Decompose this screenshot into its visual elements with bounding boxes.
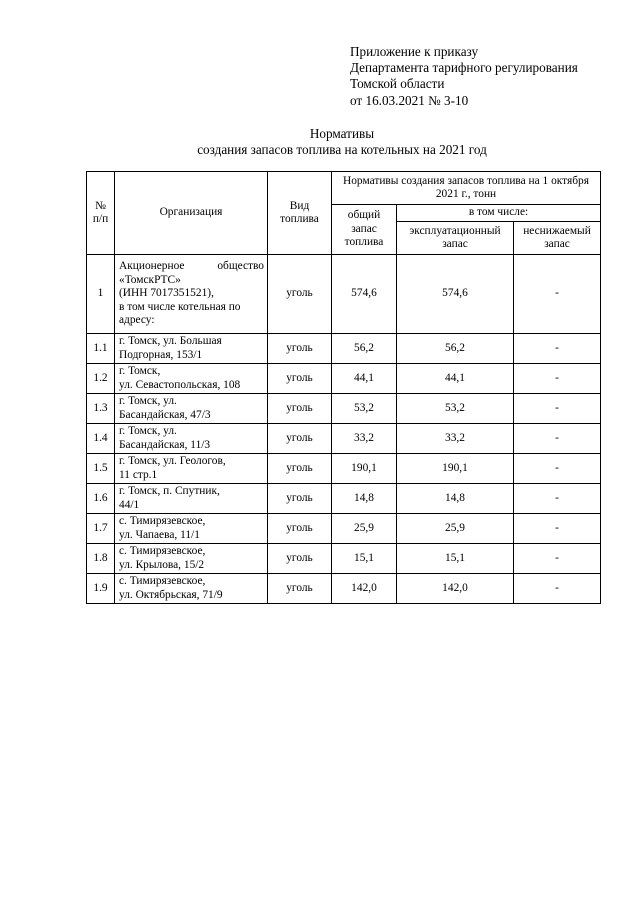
- header-norms: Нормативы создания запасов топлива на 1 октября 2021 г., тонн: [332, 172, 601, 205]
- row-total: 53,2: [332, 394, 397, 424]
- org-line: г. Томск,: [119, 365, 161, 378]
- table-row: [87, 574, 601, 604]
- table-row: [87, 454, 601, 484]
- row-fuel: уголь: [268, 484, 332, 514]
- header-organization: Организация: [115, 172, 268, 255]
- row-total: 14,8: [332, 484, 397, 514]
- row-fuel: уголь: [268, 544, 332, 574]
- appendix-line: Приложение к приказу: [350, 44, 479, 59]
- org-word: общество: [217, 260, 264, 273]
- org-line: г. Томск, ул.: [119, 425, 177, 438]
- row-organization: [115, 394, 268, 424]
- table-row: [87, 334, 601, 364]
- header-fuel-type: Вид топлива: [268, 172, 332, 255]
- org-line: г. Томск, ул. Геологов,: [119, 455, 226, 468]
- org-line: г. Томск, п. Спутник,: [119, 485, 220, 498]
- row-irreducible: -: [514, 544, 601, 574]
- org-line: [119, 260, 264, 273]
- row-fuel: уголь: [268, 394, 332, 424]
- row-num: 1.6: [87, 484, 115, 514]
- row-irreducible: -: [514, 514, 601, 544]
- title-line: Нормативы: [309, 126, 375, 141]
- appendix-line: от 16.03.2021 № 3-10: [350, 92, 469, 108]
- org-line: (ИНН 7017351521),: [119, 287, 214, 300]
- row-num: 1.1: [87, 334, 115, 364]
- row-operational: 44,1: [397, 364, 514, 394]
- row-organization: [115, 544, 268, 574]
- table-row: [87, 544, 601, 574]
- row-operational: 56,2: [397, 334, 514, 364]
- row-fuel: уголь: [268, 514, 332, 544]
- row-irreducible: -: [514, 484, 601, 514]
- row-num: 1.8: [87, 544, 115, 574]
- org-line: Басандайская, 11/3: [119, 438, 211, 451]
- row-fuel: уголь: [268, 454, 332, 484]
- row-operational: 53,2: [397, 394, 514, 424]
- row-num: 1.9: [87, 574, 115, 604]
- header-total-stock: общий запас топлива: [332, 205, 397, 255]
- row-irreducible: -: [514, 364, 601, 394]
- appendix-block: [350, 44, 578, 109]
- appendix-line: Департамента тарифного регулирования: [350, 60, 578, 76]
- row-fuel: уголь: [268, 424, 332, 454]
- org-word: Акционерное: [119, 260, 185, 273]
- row-num: 1.2: [87, 364, 115, 394]
- norms-table: [86, 171, 601, 604]
- row-operational: 15,1: [397, 544, 514, 574]
- row-fuel: уголь: [268, 364, 332, 394]
- org-line: с. Тимирязевское,: [119, 575, 206, 588]
- org-line: г. Томск, ул. Большая: [119, 335, 222, 348]
- table-row: [87, 255, 601, 334]
- org-line: «ТомскРТС»: [119, 273, 181, 286]
- header-irreducible-stock: неснижаемый запас: [514, 222, 601, 255]
- row-irreducible: -: [514, 334, 601, 364]
- row-num: 1.3: [87, 394, 115, 424]
- org-line: ул. Октябрьская, 71/9: [119, 588, 223, 601]
- row-organization: [115, 514, 268, 544]
- row-operational: 142,0: [397, 574, 514, 604]
- row-total: 33,2: [332, 424, 397, 454]
- row-total: 190,1: [332, 454, 397, 484]
- row-fuel: уголь: [268, 334, 332, 364]
- appendix-line: Томской области: [350, 76, 445, 92]
- row-operational: 574,6: [397, 255, 514, 334]
- row-organization: [115, 364, 268, 394]
- row-total: 15,1: [332, 544, 397, 574]
- row-organization: [115, 424, 268, 454]
- row-num: 1: [87, 255, 115, 334]
- table-row: [87, 364, 601, 394]
- row-fuel: уголь: [268, 574, 332, 604]
- org-line: в том числе котельная по: [119, 300, 241, 313]
- document-title: [0, 126, 640, 158]
- org-line: Подгорная, 153/1: [119, 348, 203, 361]
- row-operational: 33,2: [397, 424, 514, 454]
- org-line: с. Тимирязевское,: [119, 545, 206, 558]
- row-total: 56,2: [332, 334, 397, 364]
- row-organization: [115, 484, 268, 514]
- org-line: с. Тимирязевское,: [119, 515, 206, 528]
- row-total: 142,0: [332, 574, 397, 604]
- row-irreducible: -: [514, 255, 601, 334]
- table-row: [87, 424, 601, 454]
- row-total: 25,9: [332, 514, 397, 544]
- row-operational: 190,1: [397, 454, 514, 484]
- title-line: создания запасов топлива на котельных на 2021 год: [197, 142, 487, 158]
- org-line: ул. Севастопольская, 108: [119, 378, 241, 391]
- org-line: г. Томск, ул.: [119, 395, 177, 408]
- org-line: адресу:: [119, 314, 155, 327]
- row-irreducible: -: [514, 454, 601, 484]
- table-row: [87, 514, 601, 544]
- row-organization: [115, 334, 268, 364]
- row-irreducible: -: [514, 394, 601, 424]
- org-line: ул. Чапаева, 11/1: [119, 528, 200, 541]
- org-line: 44/1: [119, 498, 140, 511]
- header-including: в том числе:: [397, 205, 601, 222]
- header-num: № п/п: [87, 172, 115, 255]
- table-row: [87, 484, 601, 514]
- row-organization: [115, 255, 268, 334]
- row-organization: [115, 454, 268, 484]
- row-fuel: уголь: [268, 255, 332, 334]
- row-num: 1.5: [87, 454, 115, 484]
- org-line: 11 стр.1: [119, 468, 158, 481]
- row-operational: 14,8: [397, 484, 514, 514]
- row-organization: [115, 574, 268, 604]
- row-operational: 25,9: [397, 514, 514, 544]
- row-num: 1.7: [87, 514, 115, 544]
- row-num: 1.4: [87, 424, 115, 454]
- row-irreducible: -: [514, 424, 601, 454]
- org-line: Басандайская, 47/3: [119, 408, 211, 421]
- row-total: 574,6: [332, 255, 397, 334]
- org-line: ул. Крылова, 15/2: [119, 558, 205, 571]
- row-irreducible: -: [514, 574, 601, 604]
- table-row: [87, 394, 601, 424]
- header-operational-stock: эксплуатационный запас: [397, 222, 514, 255]
- row-total: 44,1: [332, 364, 397, 394]
